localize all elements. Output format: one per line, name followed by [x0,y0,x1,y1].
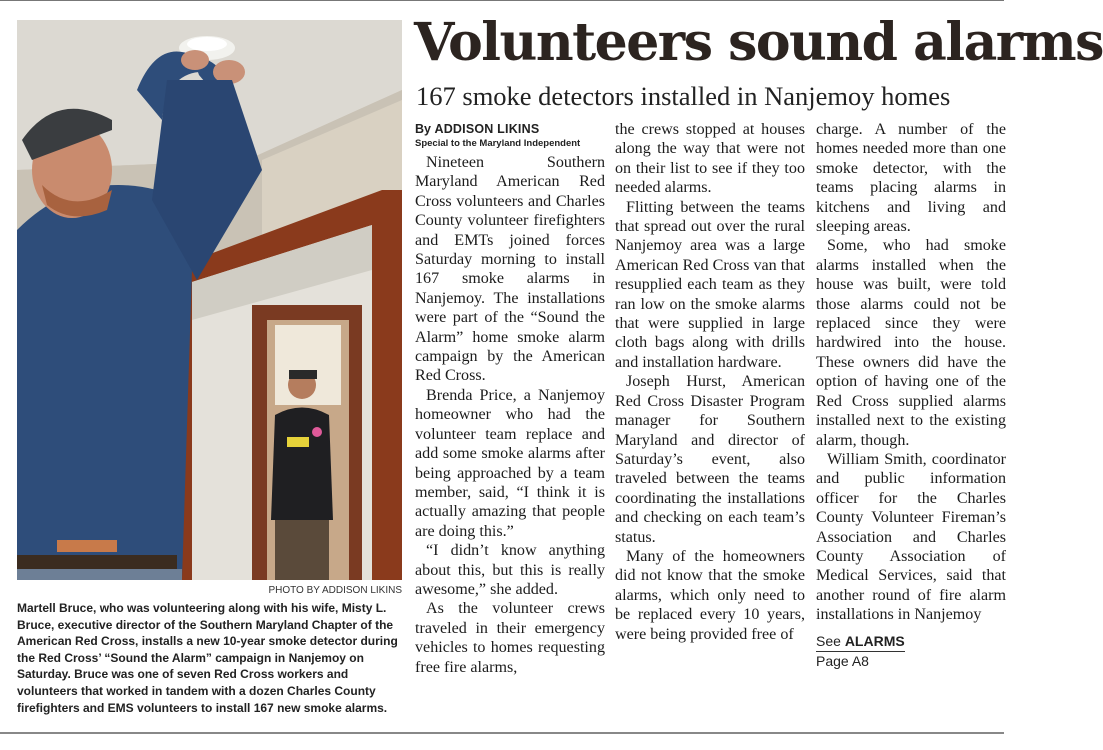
paragraph: “I didn’t know anything about this, but this is really awesome,” she added. [415,542,605,598]
photo-credit: PHOTO BY ADDISON LIKINS [268,585,402,596]
headline: Volunteers sound alarms [414,12,1103,73]
paragraph: Many of the homeowners did not know that the smoke alarms, which only need to be replaced every 10 years, were being provided free of [615,547,805,643]
jump-see: See [816,632,841,649]
jump-see-line[interactable] [816,633,905,652]
article-column-2 [615,120,805,644]
paragraph: Nineteen Southern Maryland American Red Cross volunteers and Charles County volunteer firefighters and EMTs joined forces Saturday morning to install 167 smoke alarms in Nanjemoy. The installations were part of the “Sound the Alarm” home smoke alarm campaign by the American Red Cross. [415,154,605,385]
paragraph: Joseph Hurst, American Red Cross Disaster Program manager for Southern Maryland and director of Saturday’s event, also traveled between the teams coordinating the installations and checking on each team’s status. [615,373,805,546]
paragraph: Some, who had smoke alarms installed when the house was built, were told those alarms could not be replaced since they were hardwired into the house. These owners did have the option of having one of the Red Cross supplied alarms installed next to the existing alarm, though. [816,237,1006,449]
photo-caption: Martell Bruce, who was volunteering along with his wife, Misty L. Bruce, executive director of the Southern Maryland Chapter of the American Red Cross, installs a new 10-year smoke detector during the Red Cross’ “Sound the Alarm” campaign in Nanjemoy on Saturday. Bruce was one of seven Red Cross workers and volunteers that worked in tandem with a dozen Charles County firefighters and EMS volunteers to install 167 new smoke alarms. [17,601,398,715]
paragraph: Brenda Price, a Nanjemoy homeowner who had the volunteer team replace and add some smoke alarms after being approached by a team member, said, “I think it is actually amazing that people are doing this.” [415,386,605,540]
photo-illustration [17,20,402,580]
paragraph: William Smith, coordinator and public information officer for the Charles County Volunteer Fireman’s Association and Charles County Association of Medical Services, said that another round of fire alarm installations in Nanjemoy [816,450,1006,624]
paragraph: Flitting between the teams that spread out over the rural Nanjemoy area was a large American Red Cross van that resupplied each team as they ran low on the smoke alarms that were supplied in large cloth bags along with drills and installation hardware. [615,198,805,371]
byline-name: ADDISON LIKINS [434,122,540,136]
jump-reference[interactable] [816,633,1006,670]
news-photo [17,20,402,580]
paragraph: the crews stopped at houses along the way that were not on their list to see if they too needed alarms. [615,121,805,197]
byline [415,121,605,137]
subheadline: 167 smoke detectors installed in Nanjemoy homes [416,81,951,111]
byline-prefix: By [415,122,431,136]
paragraph: As the volunteer crews traveled in their emergency vehicles to homes requesting free fire alarms, [415,600,605,676]
top-rule [0,0,1004,1]
article-column-1 [415,121,605,677]
article-column-3 [816,120,1006,670]
byline-affiliation: Special to the Maryland Independent [415,138,581,149]
jump-keyword: ALARMS [844,632,905,649]
bottom-rule [0,732,1004,734]
jump-page: Page A8 [816,652,869,669]
paragraph: charge. A number of the homes needed more than one smoke detector, with the teams placing alarms in kitchens and living and sleeping areas. [816,121,1006,236]
